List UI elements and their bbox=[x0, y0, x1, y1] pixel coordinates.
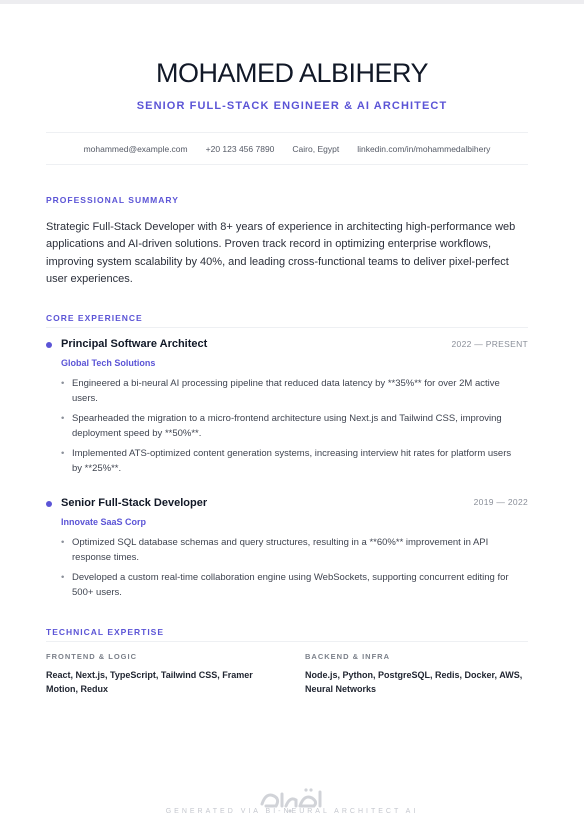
job-bullets bbox=[61, 377, 523, 483]
contact-location: Cairo, Egypt bbox=[292, 143, 340, 154]
list-item: • Implemented ATS-optimized content generation systems, increasing interview hit rates for platform users by **25%**. bbox=[61, 448, 512, 474]
skill-group-label: FRONTEND & LOGIC bbox=[46, 652, 137, 661]
skill-group-items: React, Next.js, TypeScript, Tailwind CSS, Framer Motion, Redux bbox=[46, 670, 253, 694]
experience-heading: CORE EXPERIENCE bbox=[46, 313, 143, 323]
job-dates: 2019 — 2022 bbox=[473, 497, 528, 507]
watermark-logo-icon bbox=[256, 784, 330, 814]
skills-divider bbox=[46, 641, 528, 642]
candidate-name: MOHAMED ALBIHERY bbox=[155, 58, 429, 88]
job-bullet-dot bbox=[46, 501, 52, 507]
experience-divider bbox=[46, 327, 528, 328]
job-bullet-dot bbox=[46, 342, 52, 348]
job-role: Principal Software Architect bbox=[61, 338, 208, 350]
job-bullets bbox=[61, 536, 523, 606]
contact-linkedin[interactable]: linkedin.com/in/mohammedalbihery bbox=[357, 143, 491, 154]
contact-phone[interactable]: +20 123 456 7890 bbox=[205, 143, 275, 154]
top-bar bbox=[0, 0, 584, 4]
job-role: Senior Full-Stack Developer bbox=[61, 497, 208, 509]
footer-text: GENERATED VIA BI-NEURAL ARCHITECT AI bbox=[165, 808, 419, 815]
list-item: • Spearheaded the migration to a micro-frontend architecture using Next.js and Tailwind CSS, improving deployment speed by **50%**. bbox=[61, 413, 502, 439]
list-item: • Engineered a bi-neural AI processing pipeline that reduced data latency by **35%** for over 2M active users. bbox=[61, 378, 500, 404]
summary-text: Strategic Full-Stack Developer with 8+ years of experience in architecting high-performance web applications and AI-driven solutions. Proven track record in optimizing enterprise workflows, improving system scalability by 40%, and leading cross-functional teams to deliver pixel-perfect user experiences. bbox=[46, 221, 516, 285]
skill-group-items: Node.js, Python, PostgreSQL, Redis, Docker, AWS, Neural Networks bbox=[305, 670, 523, 694]
skills-heading: TECHNICAL EXPERTISE bbox=[46, 627, 165, 637]
job-company: Innovate SaaS Corp bbox=[61, 517, 147, 527]
list-item: • Developed a custom real-time collaboration engine using WebSockets, supporting concurrent editing for 500+ users. bbox=[61, 572, 509, 598]
skill-group-label: BACKEND & INFRA bbox=[305, 652, 390, 661]
job-title: SENIOR FULL-STACK ENGINEER & AI ARCHITECT bbox=[136, 100, 448, 112]
summary-heading: PROFESSIONAL SUMMARY bbox=[46, 195, 179, 205]
contact-email[interactable]: mohammed@example.com bbox=[83, 143, 188, 154]
job-company: Global Tech Solutions bbox=[61, 358, 156, 368]
contact-bar bbox=[46, 132, 528, 165]
list-item: • Optimized SQL database schemas and query structures, resulting in a **60%** improvement in API response times. bbox=[61, 537, 489, 563]
job-dates: 2022 — PRESENT bbox=[451, 339, 528, 349]
